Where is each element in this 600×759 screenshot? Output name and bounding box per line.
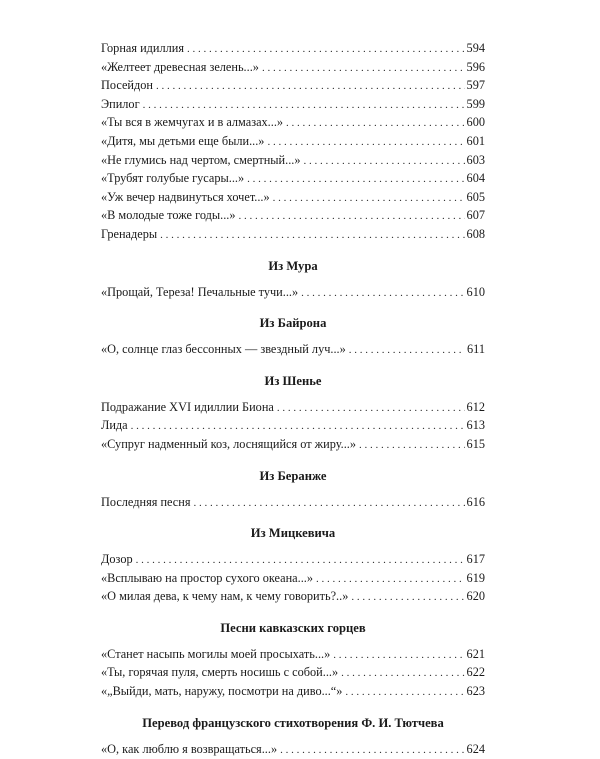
section-heading: Перевод французского стихотворения Ф. И. Тютчева <box>142 715 444 730</box>
toc-entry-title: «О милая дева, к чему нам, к чему говорить?..» <box>101 589 349 604</box>
toc-entry-page-number: 621 <box>466 646 485 661</box>
dot-leader <box>333 646 464 665</box>
toc-section <box>101 314 485 359</box>
section-heading: Из Шенье <box>264 373 322 388</box>
toc-entry-title: «В молодые тоже годы...» <box>101 208 236 223</box>
toc-entry-title: «Станет насыпь могилы моей просыхать...» <box>101 646 331 661</box>
toc-entry[interactable] <box>101 569 485 588</box>
dot-leader <box>239 207 465 226</box>
toc-entry[interactable] <box>101 340 485 359</box>
dot-leader <box>160 226 464 245</box>
toc-entry[interactable] <box>101 663 485 682</box>
dot-leader <box>316 570 465 589</box>
toc-entry-title: Посейдон <box>101 78 153 93</box>
dot-leader <box>341 664 464 683</box>
toc-entry-title: «О, солнце глаз бессонных — звездный луч...» <box>101 342 346 357</box>
toc-entry-page-number: 607 <box>466 208 485 223</box>
toc-entry-title: Гренадеры <box>101 226 158 241</box>
toc-entry-page-number: 622 <box>466 665 485 680</box>
toc-entry-title: Подражание XVI идиллии Биона <box>101 399 274 414</box>
dot-leader <box>301 284 464 303</box>
toc-entry-page-number: 617 <box>466 552 485 567</box>
toc-entry-title: «Дитя, мы детьми еще были...» <box>101 133 265 148</box>
toc-entry-page-number: 605 <box>466 189 485 204</box>
dot-leader <box>156 77 465 96</box>
toc-entry-title: «„Выйди, мать, наружу, посмотри на диво...“» <box>101 684 343 699</box>
toc-entry-page-number: 611 <box>467 342 485 357</box>
toc-entry[interactable] <box>101 225 485 244</box>
toc-entry-page-number: 615 <box>466 436 485 451</box>
section-heading: Песни кавказских горцев <box>220 620 366 635</box>
toc-section <box>101 524 485 606</box>
toc-entry-title: «О, как люблю я возвращаться...» <box>101 741 278 756</box>
dot-leader <box>247 170 464 189</box>
toc-entry-page-number: 624 <box>466 741 485 756</box>
toc-entry[interactable] <box>101 416 485 435</box>
toc-entry-page-number: 623 <box>466 684 485 699</box>
dot-leader <box>194 494 465 513</box>
toc-entry-title: «Ты вся в жемчугах и в алмазах...» <box>101 115 284 130</box>
toc-entry-title: «Супруг надменный коз, лоснящийся от жиру...» <box>101 436 357 451</box>
section-heading: Из Мицкевича <box>250 526 336 541</box>
toc-entry[interactable] <box>101 645 485 664</box>
toc-entry[interactable] <box>101 740 485 759</box>
toc-entry[interactable] <box>101 169 485 188</box>
toc-section <box>101 39 485 244</box>
dot-leader <box>187 40 465 59</box>
toc-entry-page-number: 604 <box>466 171 485 186</box>
dot-leader <box>351 588 464 607</box>
toc-entry-title: Последняя песня <box>101 494 191 509</box>
toc-entry[interactable] <box>101 113 485 132</box>
toc-entry-page-number: 619 <box>466 570 485 585</box>
toc-section <box>101 619 485 701</box>
toc-section <box>101 467 485 512</box>
dot-leader <box>345 683 464 702</box>
dot-leader <box>277 399 465 418</box>
dot-leader <box>286 114 465 133</box>
dot-leader <box>143 96 465 115</box>
toc-entry-title: «Ты, горячая пуля, смерть носишь с собой...» <box>101 665 339 680</box>
toc-entry[interactable] <box>101 76 485 95</box>
toc-entry-title: Лида <box>101 418 128 433</box>
toc-entry-title: Эпилог <box>101 96 140 111</box>
section-heading: Из Мура <box>268 258 318 273</box>
dot-leader <box>359 436 465 455</box>
toc-entry-title: «Желтеет древесная зелень...» <box>101 59 259 74</box>
toc-entry[interactable] <box>101 58 485 77</box>
table-of-contents <box>101 39 485 758</box>
toc-entry-page-number: 596 <box>466 59 485 74</box>
toc-entry[interactable] <box>101 587 485 606</box>
toc-section <box>101 257 485 302</box>
toc-entry[interactable] <box>101 550 485 569</box>
toc-entry-page-number: 600 <box>466 115 485 130</box>
toc-entry-title: «Прощай, Тереза! Печальные тучи...» <box>101 284 299 299</box>
toc-entry[interactable] <box>101 95 485 114</box>
toc-section <box>101 372 485 454</box>
toc-entry-title: «Всплываю на простор сухого океана...» <box>101 570 314 585</box>
toc-entry[interactable] <box>101 39 485 58</box>
toc-entry[interactable] <box>101 206 485 225</box>
toc-entry[interactable] <box>101 188 485 207</box>
toc-entry-page-number: 597 <box>466 78 485 93</box>
dot-leader <box>136 551 465 570</box>
toc-entry-page-number: 612 <box>466 399 485 414</box>
toc-entry-page-number: 594 <box>466 41 485 55</box>
toc-entry[interactable] <box>101 151 485 170</box>
toc-entry[interactable] <box>101 682 485 701</box>
toc-entry[interactable] <box>101 132 485 151</box>
toc-entry-page-number: 601 <box>466 133 485 148</box>
dot-leader <box>273 189 465 208</box>
dot-leader <box>304 152 465 171</box>
section-heading: Из Байрона <box>259 316 327 331</box>
dot-leader <box>349 341 465 360</box>
toc-entry-page-number: 599 <box>466 96 485 111</box>
toc-entry-page-number: 603 <box>466 152 485 167</box>
toc-entry-title: «Не глумись над чертом, смертный...» <box>101 152 301 167</box>
toc-entry[interactable] <box>101 493 485 512</box>
dot-leader <box>267 133 464 152</box>
toc-entry-page-number: 613 <box>466 418 485 433</box>
toc-entry-title: Дозор <box>101 552 133 567</box>
toc-entry-page-number: 620 <box>466 589 485 604</box>
toc-entry-title: «Уж вечер надвинуться хочет...» <box>101 189 270 204</box>
toc-section <box>101 714 485 759</box>
dot-leader <box>262 59 465 78</box>
toc-entry[interactable] <box>101 398 485 417</box>
toc-entry-page-number: 610 <box>466 284 485 299</box>
toc-entry[interactable] <box>101 435 485 454</box>
toc-entry[interactable] <box>101 283 485 302</box>
toc-entry-page-number: 616 <box>466 494 485 509</box>
toc-entry-page-number: 608 <box>466 226 485 241</box>
dot-leader <box>131 417 465 436</box>
section-heading: Из Беранже <box>259 468 327 483</box>
toc-entry-title: Горная идиллия <box>101 41 185 55</box>
toc-entry-title: «Трубят голубые гусары...» <box>101 171 245 186</box>
